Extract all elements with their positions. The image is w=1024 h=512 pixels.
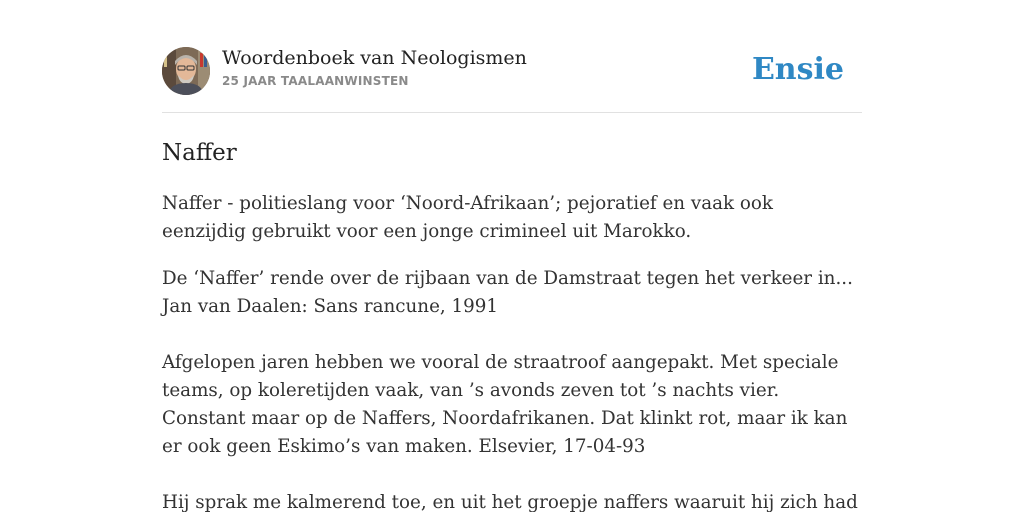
entry-definition: Naffer - politieslang voor ‘Noord-Afrikaan’; pejoratief en vaak ook eenzijdig gebruikt voor een jonge crimineel uit Marokko. — [162, 193, 773, 242]
site-title[interactable]: Woordenboek van Neologismen — [222, 47, 527, 69]
content-container — [162, 0, 862, 512]
quote-item: Afgelopen jaren hebben we vooral de straatroof aangepakt. Met speciale teams, op koleretijden vaak, van ’s avonds zeven tot ’s nachts vier. Constant maar op de Naffers, Noordafrikanen. Dat klinkt rot, maar ik kan er ook geen Eskimo’s van maken. Elsevier, 17-04-93 — [162, 352, 848, 457]
quotes-list — [162, 265, 862, 512]
ensie-logo-link[interactable]: Ensie — [751, 52, 844, 87]
quote-item: Hij sprak me kalmerend toe, en uit het groepje naffers waaruit hij zich had — [162, 492, 858, 512]
entry-title: Naffer — [162, 140, 237, 166]
author-portrait-avatar-icon — [162, 47, 210, 95]
author-avatar[interactable] — [162, 47, 210, 95]
site-subtitle: 25 JAAR TAALAANWINSTEN — [222, 74, 409, 88]
quote-item: De ‘Naffer’ rende over de rijbaan van de Damstraat tegen het verkeer in... Jan van Daalen: Sans rancune, 1991 — [162, 268, 853, 317]
site-header — [162, 0, 862, 113]
